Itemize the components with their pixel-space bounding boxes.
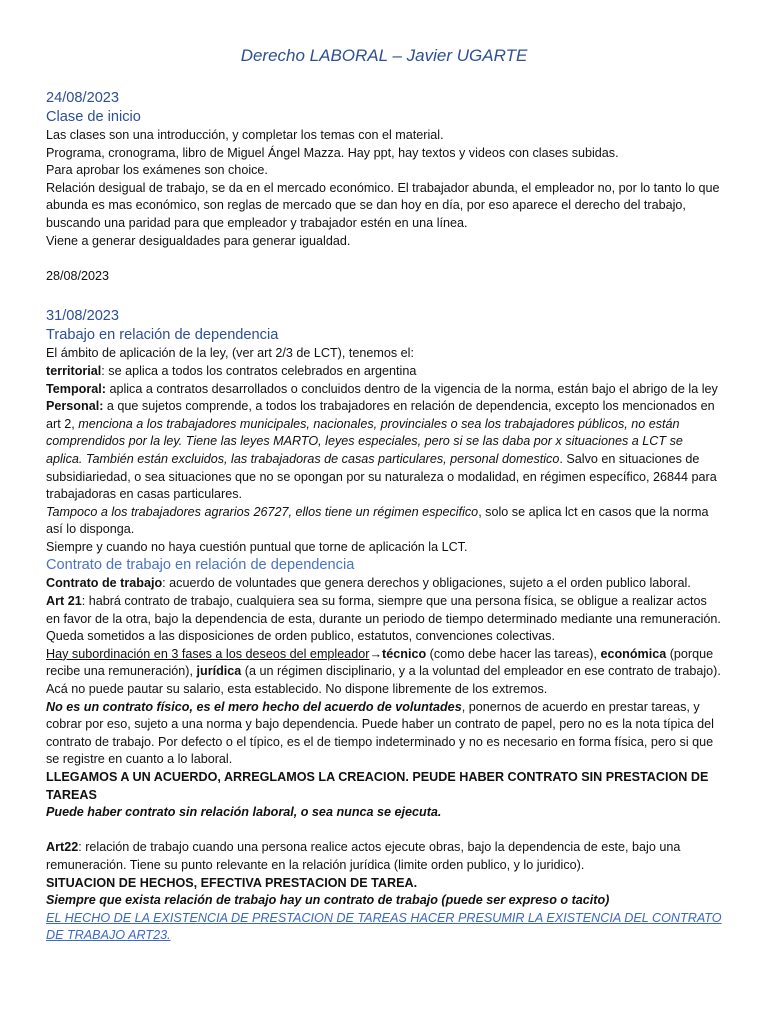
text: , ponernos de acuerdo en prestar tareas, y cobrar por eso, sujeto a una norma y bajo dependencia. Puede haber un contrato de papel, pero no es la nota típica del contrato de trabajo. Por defecto o el típico, es el de tiempo indeterminado y no es necesario en forma física, pero si que se registre en cuanto a lo laboral.	[46, 699, 714, 767]
paragraph: Para aprobar los exámenes son choice.	[46, 163, 268, 178]
paragraph	[46, 504, 722, 539]
paragraph	[46, 575, 722, 593]
text: (a un régimen disciplinario, y a la voluntad del empleador en ese contrato de trabajo). Acá no puede pautar su salario, esta establecido. No dispone libremente de los extremos.	[46, 664, 721, 697]
paragraph	[46, 910, 722, 945]
date-heading-1: 24/08/2023	[46, 90, 120, 106]
section-heading-clase-inicio: Clase de inicio	[46, 109, 141, 125]
bold-label: Art22	[46, 840, 79, 855]
bold-label: Personal:	[46, 399, 104, 414]
section-heading-trabajo-dependencia: Trabajo en relación de dependencia	[46, 327, 279, 344]
italic-text: menciona a los trabajadores municipales, nacionales, provinciales o sea los trabajadores públicos, no están comprendidos por la ley. Tiene las leyes MARTO, leyes especiales, pero si se las daba por x situaciones a LCT se aplica. También están excluidos, las trabajadoras de casas particulares, personal domestico	[46, 416, 683, 466]
hyperlink-art23[interactable]: EL HECHO DE LA EXISTENCIA DE PRESTACION DE TAREAS HACER PRESUMIR LA EXISTENCIA DEL CONTRATO DE TRABAJO ART23.	[46, 910, 722, 943]
bold-italic-text: Siempre que exista relación de trabajo hay un contrato de trabajo (puede ser expreso o tacito)	[46, 893, 610, 908]
paragraph	[46, 381, 722, 399]
bold-italic-text: Puede haber contrato sin relación laboral, o sea nunca se ejecuta.	[46, 805, 442, 820]
arrow-icon: →	[369, 646, 383, 661]
text: , solo se aplica lct en casos que la norma así lo disponga.	[46, 504, 709, 537]
underlined-text: Hay subordinación en 3 fases a los deseos del empleador	[46, 646, 370, 661]
bold-label: Art 21	[46, 594, 82, 609]
paragraph	[46, 875, 722, 893]
text: aplica a contratos desarrollados o concluidos dentro de la vigencia de la norma, están bajo el abrigo de la ley	[105, 381, 718, 396]
bold-label: territorial	[46, 363, 102, 378]
paragraph	[46, 363, 722, 381]
document-title: Derecho LABORAL – Javier UGARTE	[240, 46, 528, 65]
date-heading-2: 31/08/2023	[46, 308, 120, 325]
paragraph: El ámbito de aplicación de la ley, (ver art 2/3 de LCT), tenemos el:	[46, 346, 414, 361]
text: a que sujetos comprende, a todos los trabajadores en relación de dependencia, excepto los mencionados en art 2,	[46, 399, 715, 431]
text: (porque recibe una remuneración),	[46, 646, 714, 679]
text: (como debe hacer las tareas),	[426, 646, 601, 661]
text: : acuerdo de voluntades que genera derechos y obligaciones, sujeto a el orden publico laboral.	[162, 576, 691, 591]
bold-caps-text: SITUACION DE HECHOS, EFECTIVA PRESTACION DE TAREA.	[46, 875, 418, 890]
bold-label: económica	[600, 646, 667, 661]
bold-caps-text: LLEGAMOS A UN ACUERDO, ARREGLAMOS LA CREACION. PEUDE HABER CONTRATO SIN PRESTACION DE TAREAS	[46, 770, 709, 802]
bold-label: jurídica	[196, 664, 242, 679]
paragraph	[46, 804, 722, 822]
paragraph: Relación desigual de trabajo, se da en el mercado económico. El trabajador abunda, el empleador no, por lo tanto lo que abunda es mas económico, son reglas de mercado que se dan hoy en día, por eso aparece el derecho del trabajo, buscando una paridad para que empleador y trabajador estén en una línea.	[46, 180, 720, 230]
spacer	[46, 250, 722, 268]
bold-italic-text: No es un contrato físico, es el mero hecho del acuerdo de voluntades	[46, 699, 462, 714]
paragraph	[46, 839, 722, 874]
subsection-heading-contrato: Contrato de trabajo en relación de dependencia	[46, 557, 355, 574]
text: : habrá contrato de trabajo, cualquiera sea su forma, siempre que una persona física, se obligue a realizar actos en favor de la otra, bajo la dependencia de esta, durante un periodo de tiempo determinado mediante una remuneración. Queda sometidos a las disposiciones de orden publico, estatutos, convenciones colectivas.	[46, 594, 721, 644]
paragraph	[46, 699, 722, 769]
paragraph	[46, 892, 722, 910]
paragraph	[46, 769, 722, 804]
bold-label: Temporal:	[46, 381, 106, 396]
italic-text: Tampoco a los trabajadores agrarios 26727, ellos tiene un régimen especifico	[46, 504, 479, 519]
paragraph	[46, 398, 722, 504]
paragraph: Programa, cronograma, libro de Miguel Ángel Mazza. Hay ppt, hay textos y videos con clases subidas.	[46, 145, 619, 160]
bold-label: técnico	[382, 646, 427, 661]
paragraph	[46, 593, 722, 646]
text: : se aplica a todos los contratos celebrados en argentina	[101, 363, 417, 378]
paragraph: Las clases son una introducción, y completar los temas con el material.	[46, 128, 444, 142]
spacer	[46, 822, 722, 840]
bold-label: Contrato de trabajo	[46, 576, 163, 591]
paragraph: Viene a generar desigualdades para generar igualdad.	[46, 233, 351, 248]
paragraph: Siempre y cuando no haya cuestión puntual que torne de aplicación la LCT.	[46, 539, 468, 554]
text: . Salvo en situaciones de subsidiariedad, o sea situaciones que no se opongan por su naturaleza o modalidad, en régimen específico, 26844 para trabajadoras en casas particulares.	[46, 451, 717, 502]
date-text: 28/08/2023	[46, 268, 110, 283]
text: : relación de trabajo cuando una persona realice actos ejecute obras, bajo la dependencia de este, bajo una remuneración. Tiene su punto relevante en la relación jurídica (limite orden publico, y lo juridico).	[46, 840, 681, 872]
paragraph	[46, 646, 722, 699]
